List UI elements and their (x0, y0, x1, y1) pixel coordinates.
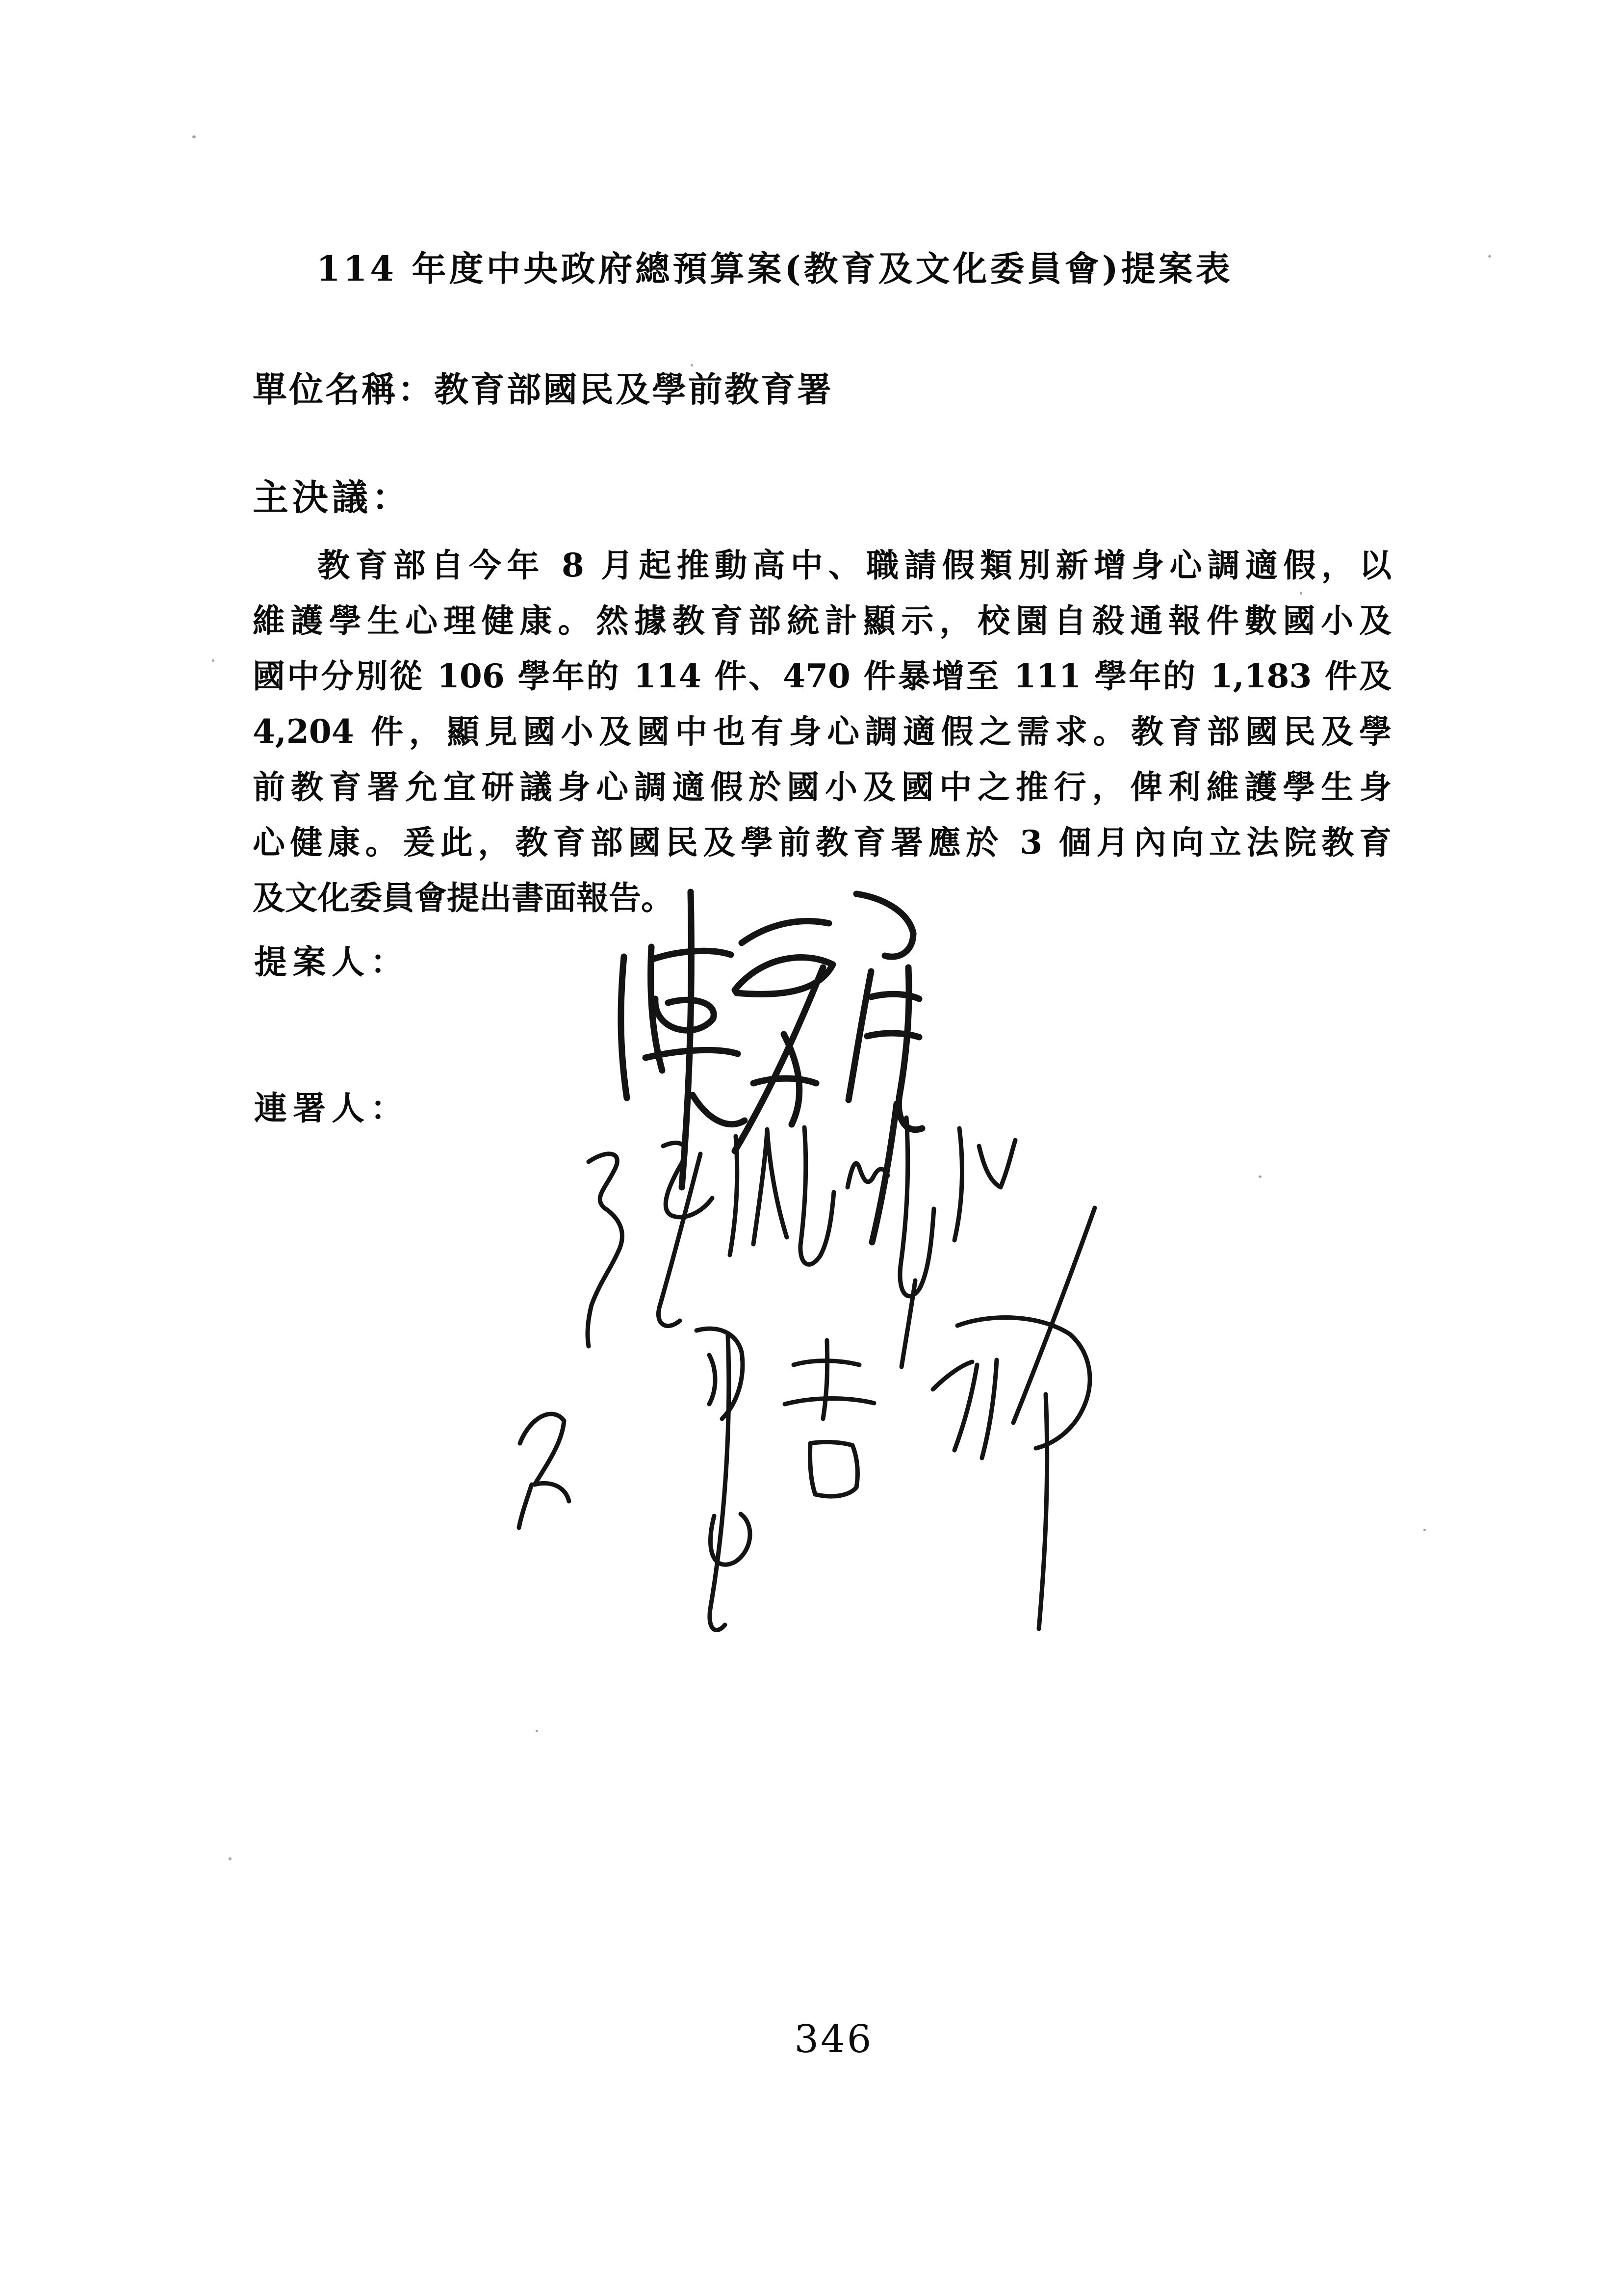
cosigner-signature-2 (519, 1318, 1090, 1630)
resolution-line: 教育部自今年 8 月起推動高中、職請假類別新增身心調適假，以 (317, 546, 1392, 584)
scan-speck (1259, 1175, 1262, 1178)
page-number: 346 (794, 2017, 874, 2061)
resolution-line: 4,204 件，顯見國小及國中也有身心調適假之需求。教育部國民及學 (253, 712, 1392, 751)
scan-speck (212, 659, 214, 662)
scan-speck (1488, 255, 1491, 258)
scan-speck (691, 364, 693, 366)
unit-name-label: 單位名稱： (253, 369, 434, 410)
proposer-label: 提案人： (254, 942, 409, 981)
scan-speck (192, 135, 196, 138)
unit-name-line (253, 362, 833, 412)
resolution-line: 維護學生心理健康。然據教育部統計顯示，校園自殺通報件數國小及 (253, 601, 1392, 640)
signatures-area (441, 873, 1226, 1658)
resolution-body (253, 538, 1392, 926)
resolution-heading: 主決議： (253, 476, 412, 519)
resolution-line: 及文化委員會提出書面報告。 (253, 879, 673, 917)
unit-name-value: 教育部國民及學前教育署 (434, 369, 833, 410)
scan-speck (229, 1857, 232, 1860)
scan-speck (1300, 592, 1302, 595)
page-title: 114 年度中央政府總預算案(教育及文化委員會)提案表 (316, 248, 1233, 289)
scan-speck (536, 1730, 538, 1732)
cosigner-signature-1 (588, 1118, 1095, 1423)
resolution-line: 心健康。爰此，教育部國民及學前教育署應於 3 個月內向立法院教育 (253, 823, 1392, 861)
resolution-line: 前教育署允宜研議身心調適假於國小及國中之推行，俾利維護學生身 (253, 768, 1392, 806)
proposer-signature (621, 892, 922, 1242)
resolution-line: 國中分別從 106 學年的 114 件、470 件暴增至 111 學年的 1,183 件及 (253, 657, 1392, 695)
cosigner-label: 連署人： (254, 1089, 409, 1127)
scan-speck (1423, 1529, 1426, 1531)
